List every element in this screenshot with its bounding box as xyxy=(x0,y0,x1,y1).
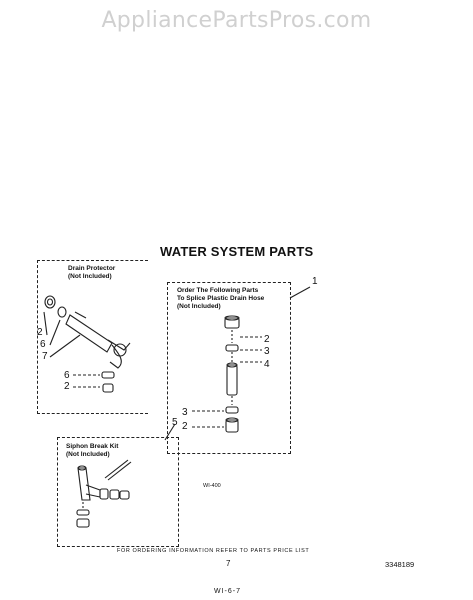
callout-4-splice: 4 xyxy=(264,359,270,370)
callout-1-splice: 1 xyxy=(312,276,318,287)
callout-2-drain-top: 2 xyxy=(37,327,43,338)
footer-note: FOR ORDERING INFORMATION REFER TO PARTS PRICE LIST xyxy=(117,548,310,554)
callout-3-splice-bottom: 3 xyxy=(182,407,188,418)
callout-2-drain-bottom: 2 xyxy=(64,381,70,392)
splice-parts-note: (Not Included) xyxy=(177,303,221,310)
callout-6-drain-bottom: 6 xyxy=(64,370,70,381)
bottom-mark: WI-6-7 xyxy=(214,588,241,595)
splice-parts-subtitle: To Splice Plastic Drain Hose xyxy=(177,295,265,302)
siphon-break-parts xyxy=(77,424,175,527)
drain-protector-note: (Not Included) xyxy=(68,273,112,280)
watermark: AppliancePartsPros.com xyxy=(101,8,372,33)
callout-6-drain-top: 6 xyxy=(40,339,46,350)
callout-7-drain: 7 xyxy=(42,351,48,362)
callout-5-siphon: 5 xyxy=(172,417,178,428)
siphon-break-note: (Not Included) xyxy=(66,451,110,458)
drain-protector-title: Drain Protector xyxy=(68,265,116,272)
callout-2-splice-top: 2 xyxy=(264,334,270,345)
callout-2-splice-bottom: 2 xyxy=(182,421,188,432)
page-number: 7 xyxy=(226,559,231,568)
document-number: 3348189 xyxy=(385,560,415,569)
callout-3-splice-top: 3 xyxy=(264,346,270,357)
drain-protector-parts xyxy=(44,296,130,392)
splice-parts xyxy=(192,287,310,432)
figure-code: WI-400 xyxy=(203,483,221,489)
siphon-break-title: Siphon Break Kit xyxy=(66,443,119,450)
splice-parts-title: Order The Following Parts xyxy=(177,287,259,294)
page-title: WATER SYSTEM PARTS xyxy=(160,244,314,259)
